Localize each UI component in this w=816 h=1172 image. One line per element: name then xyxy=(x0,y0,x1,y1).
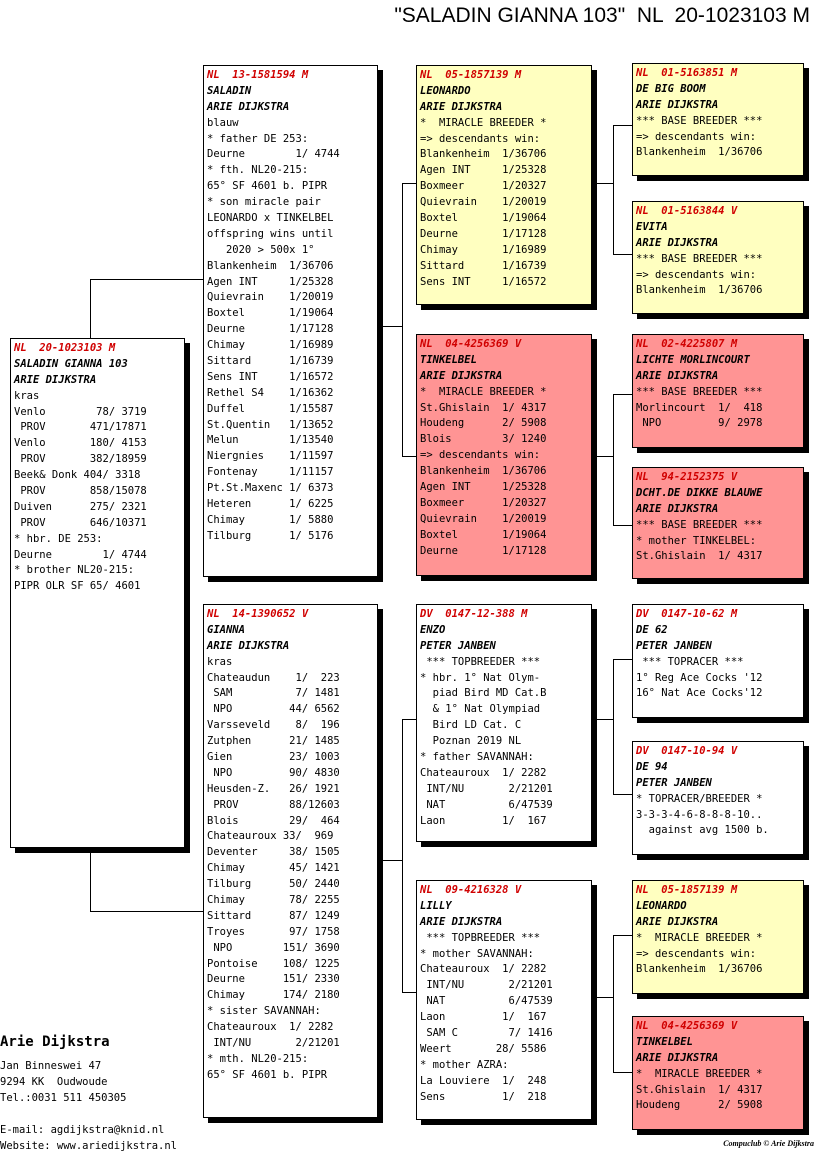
result-line: Houdeng 2/ 5908 xyxy=(636,1099,763,1112)
result-line: Pontoise 108/ 1225 xyxy=(207,957,340,970)
result-line: Beek& Donk 404/ 3318 xyxy=(14,469,141,482)
result-line: Agen INT 1/25328 xyxy=(420,164,547,177)
result-line: SAM 7/ 1481 xyxy=(207,687,340,700)
result-line: * brother NL20-215: xyxy=(14,564,135,577)
result-line: against avg 1500 b. xyxy=(636,824,769,837)
result-line: Niergnies 1/11597 xyxy=(207,450,334,463)
owner-website[interactable]: Website: www.ariedijkstra.nl xyxy=(0,1140,178,1152)
result-line: Blankenheim 1/36706 xyxy=(420,465,547,478)
connector xyxy=(402,992,417,993)
result-line: INT/NU 2/21201 xyxy=(207,1037,340,1050)
pigeon-card-fff[interactable] xyxy=(632,63,804,176)
connector xyxy=(402,719,417,720)
connector xyxy=(402,183,403,457)
result-line: INT/NU 2/21201 xyxy=(420,782,553,795)
result-line: Poznan 2019 NL xyxy=(420,735,522,748)
result-line: 2020 > 500x 1° xyxy=(207,243,315,256)
pigeon-name: SALADIN GIANNA 103 xyxy=(14,357,128,370)
breeder-name: ARIE DIJKSTRA xyxy=(207,639,290,652)
result-line: Fontenay 1/11157 xyxy=(207,466,334,479)
result-line: *** BASE BREEDER *** xyxy=(636,385,763,398)
connector xyxy=(90,279,204,280)
result-line: INT/NU 2/21201 xyxy=(420,979,553,992)
result-line: * hbr. 1° Nat Olym- xyxy=(420,671,541,684)
connector xyxy=(90,911,204,912)
result-line: Venlo 180/ 4153 xyxy=(14,437,147,450)
connector xyxy=(613,394,614,526)
ring-number: NL 14-1390652 V xyxy=(207,608,309,620)
result-line: 65° SF 4601 b. PIPR xyxy=(207,180,328,193)
breeder-name: ARIE DIJKSTRA xyxy=(636,236,719,249)
result-line: Boxtel 1/19064 xyxy=(420,528,547,541)
result-line: Deurne 1/17128 xyxy=(420,227,547,240)
breeder-name: ARIE DIJKSTRA xyxy=(636,369,719,382)
connector xyxy=(402,456,417,457)
result-line: PROV 88/12603 xyxy=(207,798,340,811)
result-line: *** TOPBREEDER *** xyxy=(420,931,541,944)
pigeon-card-father-mother[interactable] xyxy=(416,334,592,576)
connector xyxy=(382,326,403,327)
result-line: Heteren 1/ 6225 xyxy=(207,498,334,511)
result-line: * TOPRACER/BREEDER * xyxy=(636,792,763,805)
pigeon-name: DCHT.DE DIKKE BLAUWE xyxy=(636,486,763,499)
result-line: St.Ghislain 1/ 4317 xyxy=(636,550,763,563)
breeder-name: PETER JANBEN xyxy=(636,776,712,789)
result-line: * fth. NL20-215: xyxy=(207,164,309,177)
result-line: Sens INT 1/16572 xyxy=(420,275,547,288)
result-line: => descendants win: xyxy=(636,130,757,143)
owner-phone: Tel.:0031 511 450305 xyxy=(0,1092,127,1104)
result-line: LEONARDO x TINKELBEL xyxy=(207,212,334,225)
result-line: piad Bird MD Cat.B xyxy=(420,687,547,700)
result-line: Boxtel 1/19064 xyxy=(420,212,547,225)
breeder-name: ARIE DIJKSTRA xyxy=(420,369,503,382)
result-line: Blankenheim 1/36706 xyxy=(636,146,763,159)
breeder-name: PETER JANBEN xyxy=(636,639,712,652)
result-line: *** BASE BREEDER *** xyxy=(636,252,763,265)
result-line: Venlo 78/ 3719 xyxy=(14,405,147,418)
ring-number: NL 05-1857139 M xyxy=(420,69,522,81)
result-line: Laon 1/ 167 xyxy=(420,1011,547,1024)
pigeon-name: LEONARDO xyxy=(420,84,471,97)
result-line: Duiven 275/ 2321 xyxy=(14,500,147,513)
owner-name: Arie Dijkstra xyxy=(0,1034,110,1050)
result-line: Chimay 174/ 2180 xyxy=(207,989,340,1002)
result-line: PROV 858/15078 xyxy=(14,485,147,498)
breeder-name: ARIE DIJKSTRA xyxy=(636,915,719,928)
ring-number: DV 0147-12-388 M xyxy=(420,608,528,620)
result-line: Boxmeer 1/20327 xyxy=(420,180,547,193)
result-line: Blankenheim 1/36706 xyxy=(420,148,547,161)
ring-number: NL 01-5163844 V xyxy=(636,205,738,217)
result-line: 16° Nat Ace Cocks'12 xyxy=(636,687,763,700)
pedigree-title: "SALADIN GIANNA 103" NL 20-1023103 M xyxy=(394,4,810,27)
connector xyxy=(613,794,633,795)
result-line: * son miracle pair xyxy=(207,196,321,209)
ring-number: DV 0147-10-62 M xyxy=(636,608,738,620)
breeder-name: ARIE DIJKSTRA xyxy=(420,100,503,113)
connector xyxy=(402,719,403,993)
ring-number: NL 04-4256369 V xyxy=(636,1020,738,1032)
result-line: Duffel 1/15587 xyxy=(207,402,334,415)
result-line: blauw xyxy=(207,116,239,129)
result-line: St.Ghislain 1/ 4317 xyxy=(636,1083,763,1096)
result-line: kras xyxy=(207,655,233,668)
ring-number: NL 04-4256369 V xyxy=(420,338,522,350)
connector xyxy=(597,719,614,720)
result-line: * sister SAVANNAH: xyxy=(207,1005,321,1018)
result-line: Sens INT 1/16572 xyxy=(207,370,334,383)
breeder-name: ARIE DIJKSTRA xyxy=(420,915,503,928)
pigeon-name: TINKELBEL xyxy=(636,1035,693,1048)
result-line: Quievrain 1/20019 xyxy=(207,291,334,304)
result-line: Sittard 1/16739 xyxy=(207,355,334,368)
ring-number: NL 94-2152375 V xyxy=(636,471,738,483)
result-line: Tilburg 50/ 2440 xyxy=(207,878,340,891)
result-line: 1° Reg Ace Cocks '12 xyxy=(636,671,763,684)
connector xyxy=(613,935,633,936)
result-line: Chateauroux 1/ 2282 xyxy=(207,1021,334,1034)
result-line: Sittard 87/ 1249 xyxy=(207,909,340,922)
pigeon-card-ffm[interactable] xyxy=(632,201,804,314)
result-line: Quievrain 1/20019 xyxy=(420,512,547,525)
result-line: PROV 646/10371 xyxy=(14,516,147,529)
breeder-name: ARIE DIJKSTRA xyxy=(636,98,719,111)
result-line: *** BASE BREEDER *** xyxy=(636,518,763,531)
result-line: * MIRACLE BREEDER * xyxy=(636,931,763,944)
result-line: Chimay 1/16989 xyxy=(420,243,547,256)
result-line: Houdeng 2/ 5908 xyxy=(420,417,547,430)
pigeon-name: LEONARDO xyxy=(636,899,687,912)
pigeon-name: EVITA xyxy=(636,220,668,233)
result-line: Melun 1/13540 xyxy=(207,434,334,447)
pigeon-name: TINKELBEL xyxy=(420,353,477,366)
ring-number: NL 09-4216328 V xyxy=(420,884,522,896)
result-line: => descendants win: xyxy=(420,449,541,462)
result-line: Deurne 1/17128 xyxy=(420,544,547,557)
result-line: Boxmeer 1/20327 xyxy=(420,496,547,509)
ring-number: NL 13-1581594 M xyxy=(207,69,309,81)
result-line: Chateaudun 1/ 223 xyxy=(207,671,340,684)
pigeon-card-subject[interactable] xyxy=(10,338,185,848)
result-line: Gien 23/ 1003 xyxy=(207,751,340,764)
result-line: Agen INT 1/25328 xyxy=(207,275,334,288)
result-line: Agen INT 1/25328 xyxy=(420,481,547,494)
pigeon-name: LICHTE MORLINCOURT xyxy=(636,353,750,366)
result-line: NPO 44/ 6562 xyxy=(207,703,340,716)
connector xyxy=(613,394,633,395)
pigeon-card-mff[interactable] xyxy=(632,604,804,718)
result-line: Chateauroux 1/ 2282 xyxy=(420,963,547,976)
result-line: Quievrain 1/20019 xyxy=(420,196,547,209)
result-line: * mother TINKELBEL: xyxy=(636,534,757,547)
connector xyxy=(613,1072,633,1073)
ring-number: NL 20-1023103 M xyxy=(14,342,116,354)
ring-number: NL 02-4225807 M xyxy=(636,338,738,350)
result-line: * mother AZRA: xyxy=(420,1058,509,1071)
result-line: Blankenheim 1/36706 xyxy=(636,963,763,976)
result-line: 3-3-3-4-6-8-8-8-10.. xyxy=(636,808,763,821)
result-line: Zutphen 21/ 1485 xyxy=(207,735,340,748)
result-line: * MIRACLE BREEDER * xyxy=(420,116,547,129)
pigeon-name: DE BIG BOOM xyxy=(636,82,706,95)
result-line: Chateauroux 1/ 2282 xyxy=(420,766,547,779)
pigeon-card-mother[interactable] xyxy=(203,604,378,1118)
pigeon-name: DE 62 xyxy=(636,623,668,636)
connector xyxy=(90,848,91,912)
result-line: St.Ghislain 1/ 4317 xyxy=(420,401,547,414)
breeder-name: ARIE DIJKSTRA xyxy=(207,100,290,113)
owner-address: Jan Binneswei 47 xyxy=(0,1060,102,1072)
result-line: NPO 9/ 2978 xyxy=(636,417,763,430)
result-line: Chimay 1/16989 xyxy=(207,339,334,352)
result-line: *** BASE BREEDER *** xyxy=(636,114,763,127)
result-line: Tilburg 1/ 5176 xyxy=(207,529,334,542)
result-line: 65° SF 4601 b. PIPR xyxy=(207,1068,328,1081)
result-line: Morlincourt 1/ 418 xyxy=(636,401,763,414)
result-line: Blois 3/ 1240 xyxy=(420,433,547,446)
connector xyxy=(597,997,614,998)
result-line: NPO 90/ 4830 xyxy=(207,766,340,779)
pigeon-card-mmf[interactable] xyxy=(632,880,804,994)
result-line: * father SAVANNAH: xyxy=(420,751,534,764)
connector xyxy=(402,183,417,184)
result-line: Troyes 97/ 1758 xyxy=(207,925,340,938)
result-line: * mother SAVANNAH: xyxy=(420,947,534,960)
result-line: => descendants win: xyxy=(420,132,541,145)
result-line: * hbr. DE 253: xyxy=(14,532,103,545)
result-line: Deventer 38/ 1505 xyxy=(207,846,340,859)
pigeon-card-mfm[interactable] xyxy=(632,741,804,855)
result-line: Heusden-Z. 26/ 1921 xyxy=(207,782,340,795)
result-line: PROV 471/17871 xyxy=(14,421,147,434)
result-line: La Louviere 1/ 248 xyxy=(420,1074,547,1087)
result-line: Blankenheim 1/36706 xyxy=(636,284,763,297)
result-line: Chimay 78/ 2255 xyxy=(207,894,340,907)
result-line: NAT 6/47539 xyxy=(420,995,553,1008)
result-line: Rethel S4 1/16362 xyxy=(207,386,334,399)
result-line: Deurne 1/ 4744 xyxy=(207,148,340,161)
breeder-name: ARIE DIJKSTRA xyxy=(636,1051,719,1064)
result-line: * mth. NL20-215: xyxy=(207,1052,309,1065)
ring-number: DV 0147-10-94 V xyxy=(636,745,738,757)
connector xyxy=(613,659,633,660)
connector xyxy=(613,525,633,526)
result-line: PIPR OLR SF 65/ 4601 xyxy=(14,580,141,593)
result-line: Sittard 1/16739 xyxy=(420,259,547,272)
result-line: offspring wins until xyxy=(207,227,334,240)
result-line: NAT 6/47539 xyxy=(420,798,553,811)
result-line: SAM C 7/ 1416 xyxy=(420,1027,553,1040)
result-line: Blankenheim 1/36706 xyxy=(207,259,334,272)
ring-number: NL 01-5163851 M xyxy=(636,67,738,79)
result-line: *** TOPRACER *** xyxy=(636,655,744,668)
pigeon-name: SALADIN xyxy=(207,84,252,97)
result-line: * MIRACLE BREEDER * xyxy=(636,1067,763,1080)
result-line: Weert 28/ 5586 xyxy=(420,1042,547,1055)
connector xyxy=(613,125,633,126)
credit-text: Compuclub © Arie Dijkstra xyxy=(723,1139,814,1148)
result-line: kras xyxy=(14,389,40,402)
pigeon-name: DE 94 xyxy=(636,760,668,773)
connector xyxy=(382,860,403,861)
connector xyxy=(613,935,614,1073)
result-line: & 1° Nat Olympiad xyxy=(420,703,541,716)
result-line: Deurne 1/17128 xyxy=(207,323,334,336)
pigeon-name: GIANNA xyxy=(207,623,245,636)
owner-city: 9294 KK Oudwoude xyxy=(0,1076,108,1088)
result-line: Varsseveld 8/ 196 xyxy=(207,719,340,732)
result-line: Chimay 45/ 1421 xyxy=(207,862,340,875)
breeder-name: ARIE DIJKSTRA xyxy=(14,373,97,386)
result-line: Laon 1/ 167 xyxy=(420,814,547,827)
pigeon-card-mother-mother[interactable] xyxy=(416,880,592,1120)
result-line: * father DE 253: xyxy=(207,132,309,145)
connector xyxy=(90,279,91,340)
result-line: Blois 29/ 464 xyxy=(207,814,340,827)
result-line: Sens 1/ 218 xyxy=(420,1090,547,1103)
result-line: St.Quentin 1/13652 xyxy=(207,418,334,431)
pigeon-card-mother-father[interactable] xyxy=(416,604,592,842)
result-line: Deurne 151/ 2330 xyxy=(207,973,340,986)
pigeon-card-father[interactable] xyxy=(203,65,378,577)
connector xyxy=(597,456,614,457)
connector xyxy=(613,254,633,255)
result-line: => descendants win: xyxy=(636,268,757,281)
result-line: PROV 382/18959 xyxy=(14,453,147,466)
result-line: Chimay 1/ 5880 xyxy=(207,513,334,526)
result-line: NPO 151/ 3690 xyxy=(207,941,340,954)
pigeon-card-fmm[interactable] xyxy=(632,467,804,579)
owner-email[interactable]: E-mail: agdijkstra@knid.nl xyxy=(0,1124,165,1136)
pigeon-card-father-father[interactable] xyxy=(416,65,592,305)
pigeon-name: ENZO xyxy=(420,623,446,636)
result-line: => descendants win: xyxy=(636,947,757,960)
breeder-name: ARIE DIJKSTRA xyxy=(636,502,719,515)
result-line: Pt.St.Maxenc 1/ 6373 xyxy=(207,482,334,495)
result-line: * MIRACLE BREEDER * xyxy=(420,385,547,398)
result-line: Boxtel 1/19064 xyxy=(207,307,334,320)
connector xyxy=(613,659,614,795)
pigeon-card-fmf[interactable] xyxy=(632,334,804,448)
result-line: Chateauroux 33/ 969 xyxy=(207,830,334,843)
result-line: Deurne 1/ 4744 xyxy=(14,548,147,561)
pigeon-name: LILLY xyxy=(420,899,452,912)
ring-number: NL 05-1857139 M xyxy=(636,884,738,896)
result-line: Bird LD Cat. C xyxy=(420,719,522,732)
pigeon-card-mmm[interactable] xyxy=(632,1016,804,1130)
connector xyxy=(597,183,614,184)
breeder-name: PETER JANBEN xyxy=(420,639,496,652)
result-line: *** TOPBREEDER *** xyxy=(420,655,541,668)
connector xyxy=(613,125,614,255)
